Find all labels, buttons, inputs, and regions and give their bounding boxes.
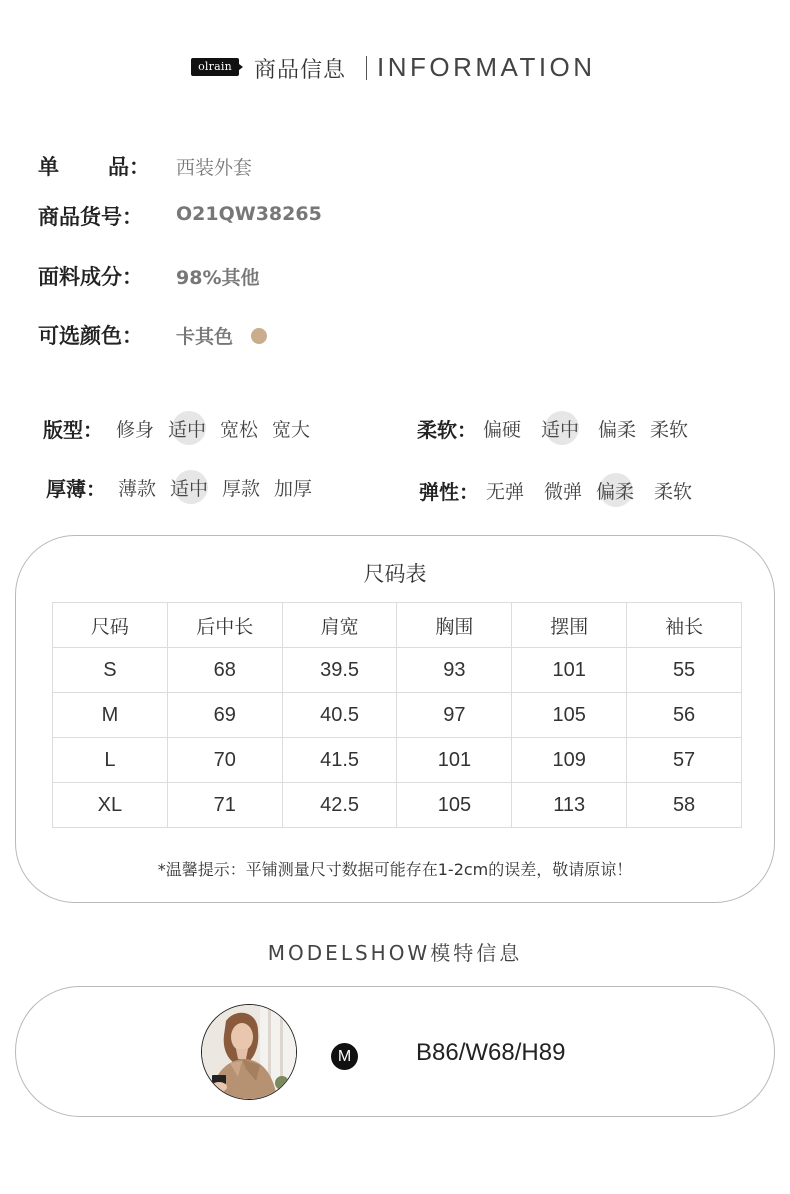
size-table-cell: M [53,693,168,738]
attr-thickness [46,473,346,503]
size-table-row [53,693,742,738]
attr-fit [43,414,343,444]
size-chart-note: *温馨提示：平铺测量尺寸数据可能存在1-2cm的误差，敬请原谅！ [157,860,633,879]
attr-elasticity-option: 微弹 [544,481,583,503]
sku-label: 商品货号： [38,205,143,229]
color-value: 卡其色 [176,326,234,348]
size-table-cell: 69 [167,693,282,738]
attr-fit-label: 版型： [43,418,103,442]
size-table-header: 袖长 [627,603,742,648]
size-table-cell: 55 [627,648,742,693]
attr-thickness-option: 适中 [170,478,209,500]
size-table-cell: 41.5 [282,738,397,783]
fabric-value: 98%其他 [176,267,260,289]
info-row-sku [38,201,758,231]
model-avatar [201,1004,297,1100]
size-table-header: 摆围 [512,603,627,648]
size-table-cell: 39.5 [282,648,397,693]
size-table-header: 肩宽 [282,603,397,648]
size-table-header-row [53,603,742,648]
product-label-part-1: 单 [38,155,59,179]
size-table-cell: 70 [167,738,282,783]
product-value: 西装外套 [176,157,253,179]
attr-thickness-option: 厚款 [222,478,261,500]
size-table-cell: 101 [397,738,512,783]
info-row-fabric [38,261,758,291]
size-table-cell: 42.5 [282,783,397,828]
model-avatar-illustration [202,1005,297,1100]
size-table-cell: 68 [167,648,282,693]
model-measurements: B86/W68/H89 [416,1039,566,1066]
size-table-header: 胸围 [397,603,512,648]
model-card [15,986,775,1117]
size-table-cell: 40.5 [282,693,397,738]
size-table-cell: 101 [512,648,627,693]
size-table-cell: 109 [512,738,627,783]
attr-thickness-option: 薄款 [118,478,157,500]
size-table [52,602,742,828]
size-table-cell: 56 [627,693,742,738]
attr-fit-option: 宽大 [272,419,311,441]
attr-softness-option: 柔软 [650,419,689,441]
header-title-en: INFORMATION [377,52,596,82]
size-table-cell: XL [53,783,168,828]
size-table-cell: 105 [397,783,512,828]
attr-elasticity-option: 柔软 [654,481,693,503]
attr-fit-option: 宽松 [220,419,259,441]
info-row-product [38,151,758,181]
info-row-color [38,320,758,350]
header-divider [366,56,367,80]
size-table-row [53,648,742,693]
size-table-cell: 93 [397,648,512,693]
model-size-badge: M [331,1043,358,1070]
size-table-cell: 105 [512,693,627,738]
attr-thickness-label: 厚薄： [46,477,106,501]
color-label: 可选颜色： [38,324,143,348]
size-table-cell: L [53,738,168,783]
size-table-cell: 71 [167,783,282,828]
size-table-header: 后中长 [167,603,282,648]
attr-elasticity-option: 无弹 [486,481,525,503]
attr-fit-option: 适中 [168,419,207,441]
attr-softness-label: 柔软： [417,418,477,442]
product-label-part-2: 品： [108,155,150,179]
brand-logo-arrow [239,64,243,70]
model-section-title: MODELSHOW模特信息 [267,941,523,965]
attr-softness-option: 偏柔 [598,419,637,441]
attr-softness-option: 偏硬 [483,419,522,441]
size-chart-card [15,535,775,903]
attr-fit-option: 修身 [116,419,155,441]
size-table-cell: 113 [512,783,627,828]
attr-elasticity-label: 弹性： [419,480,479,504]
attr-elasticity [419,476,719,506]
size-table-cell: 58 [627,783,742,828]
size-table-cell: S [53,648,168,693]
size-table-row [53,783,742,828]
brand-logo: olrain [191,58,239,76]
info-header [0,52,790,84]
size-table-cell: 97 [397,693,512,738]
attr-softness-option: 适中 [541,419,580,441]
attr-elasticity-option: 偏柔 [596,481,635,503]
size-table-cell: 57 [627,738,742,783]
size-table-row [53,738,742,783]
sku-value: O21QW38265 [176,203,322,225]
product-label [38,151,150,181]
header-title-cn: 商品信息 [254,58,347,83]
color-swatch [251,328,267,344]
size-table-header: 尺码 [53,603,168,648]
fabric-label: 面料成分： [38,265,143,289]
attr-softness [417,414,717,444]
attr-thickness-option: 加厚 [274,478,313,500]
size-chart-title: 尺码表 [363,562,427,586]
